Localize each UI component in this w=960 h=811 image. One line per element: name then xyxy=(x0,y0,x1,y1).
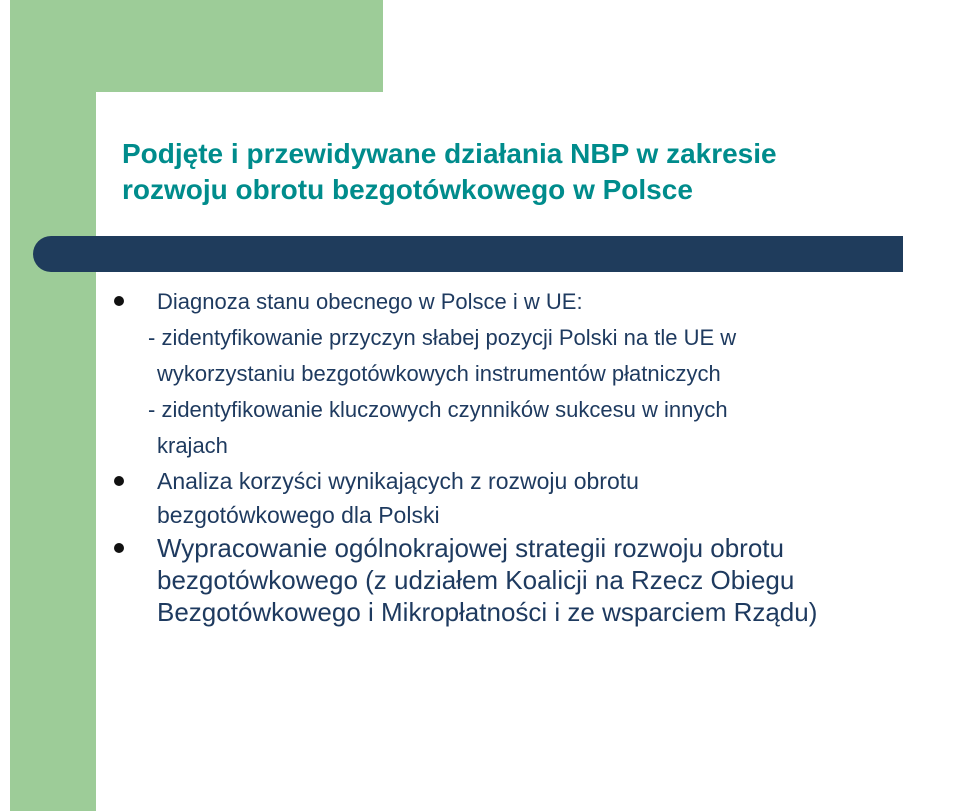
bullet-heading: Diagnoza stanu obecnego w Polsce i w UE: xyxy=(157,289,583,314)
bullet-text-line-2: bezgotówkowego dla Polski xyxy=(157,502,440,528)
slide-title xyxy=(122,136,958,208)
sub-point-2-line-2: krajach xyxy=(157,433,228,458)
sub-point-1-line-2: wykorzystaniu bezgotówkowych instrumentów płatniczych xyxy=(157,361,721,386)
sub-point-2-line-1: - zidentyfikowanie kluczowych czynników sukcesu w innych xyxy=(148,397,728,422)
bullet-text-line-2: bezgotówkowego (z udziałem Koalicji na Rzecz Obiegu xyxy=(157,565,795,595)
bullet-item-analysis xyxy=(0,464,960,532)
bullet-text-line-3: Bezgotówkowego i Mikropłatności i ze wsparciem Rządu) xyxy=(157,597,818,627)
slide-title-line-2: rozwoju obrotu bezgotówkowego w Polsce xyxy=(122,174,693,205)
bullet-list xyxy=(0,284,960,628)
bullet-text-line-1: Analiza korzyści wynikających z rozwoju obrotu xyxy=(157,468,639,494)
bullet-dot-icon xyxy=(114,476,124,486)
bullet-dot-icon xyxy=(114,296,124,306)
title-divider-bar xyxy=(33,236,903,272)
bullet-item-strategy xyxy=(0,532,960,628)
green-top-band xyxy=(10,0,383,92)
sub-point-1-line-1: - zidentyfikowanie przyczyn słabej pozycji Polski na tle UE w xyxy=(148,325,737,350)
bullet-dot-icon xyxy=(114,543,124,553)
bullet-item-diagnosis xyxy=(0,284,960,464)
slide-title-line-1: Podjęte i przewidywane działania NBP w zakresie xyxy=(122,138,777,169)
bullet-text-line-1: Wypracowanie ogólnokrajowej strategii rozwoju obrotu xyxy=(157,533,784,563)
